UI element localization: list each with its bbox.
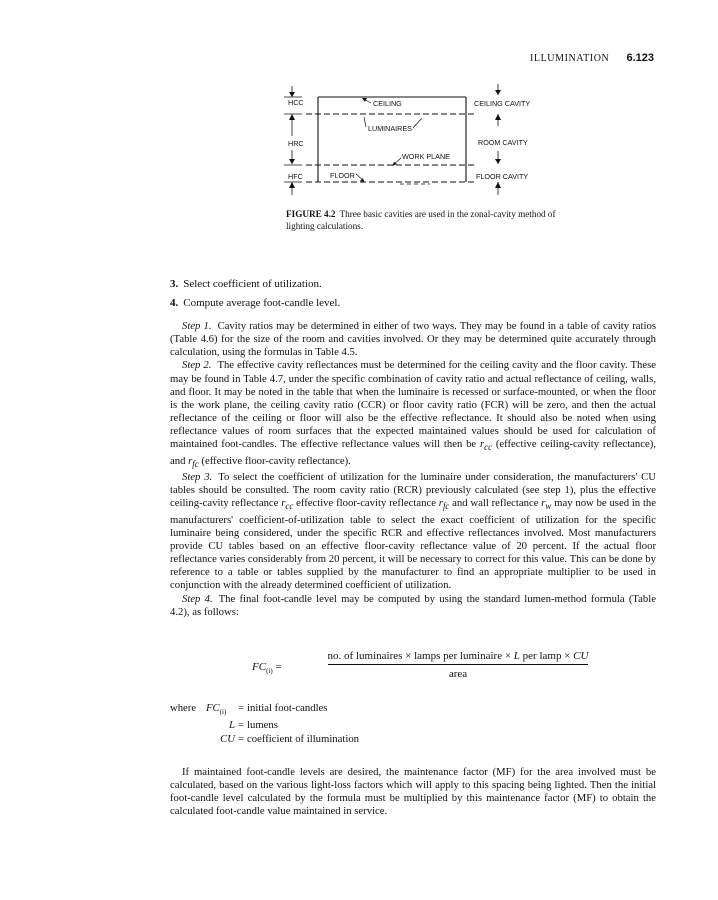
step-1-paragraph: Step 1. Cavity ratios may be determined in either of two ways. They may be found in a table of cavity ratios (Table 4.6) for the size of the room and cavities involved. Or they may be determined quite accurately through calculation, using the formulas in Table 4.5.	[170, 320, 656, 359]
section-title: ILLUMINATION	[529, 53, 610, 64]
cavity-diagram	[270, 78, 570, 203]
closing-paragraph: If maintained foot-candle levels are desired, the maintenance factor (MF) for the area involved must be calculated, based on the various light-loss factors which will apply to this spacing being lighted. Then the initial foot-candle level calculated by the formula must be multiplied by this maintenance factor (MF) to obtain the calculated foot-candle value maintained in service.	[170, 766, 656, 818]
luminaires-label: LUMINAIRES	[368, 124, 412, 133]
step-4-paragraph: Step 4. The final foot-candle level may be computed by using the standard lumen-method formula (Table 4.2), as follows:	[170, 592, 656, 618]
ceiling-cavity-label: CEILING CAVITY	[474, 99, 531, 108]
hrc-dimension	[284, 114, 304, 165]
formula-lhs: $FC_{(i)}$ =	[252, 661, 282, 676]
step-2-paragraph: Step 2. The effective cavity reflectances must be determined for the ceiling cavity and the floor cavity. These may be found in Table 4.7, under the specific combination of cavity ratio and actual reflectance of ceiling, walls, and floor. It may be noted in the table that when the luminaire is recessed or surface-mounted, or when the floor is the work plane, the ceiling cavity ratio (CCR) or floor cavity ratio (FCR) will be zero, and then the actual reflectance of the ceiling or floor will also be the effective reflectance. It should also be noted when using reflectance values of room surfaces that the expected maintained values should be used for calculation of maintained foot-candles. The effective reflectance values will then be $r_{cc}$ (effective ceiling-cavity reflectance), and $r_{fc}$ (effective floor-cavity reflectance).	[170, 359, 656, 469]
hcc-dimension	[284, 86, 304, 107]
variable-definitions	[170, 702, 359, 746]
figure-caption	[286, 208, 556, 232]
hcc-label: HCC	[288, 98, 304, 107]
where-word: where	[170, 702, 197, 714]
work-plane-label: WORK PLANE	[402, 152, 450, 161]
hfc-dimension	[284, 172, 303, 195]
list-item: 4. Compute average foot-candle level.	[170, 297, 341, 309]
figure-caption-text: Three basic cavities are used in the zonal-cavity method of lighting calculations.	[286, 209, 556, 231]
formula-denominator: area	[448, 668, 468, 680]
running-head	[530, 52, 654, 64]
room-cavity-label: ROOM CAVITY	[478, 138, 528, 147]
step-3-paragraph: Step 3. To select the coefficient of utilization for the luminaire under consideration, the manufacturers' CU tables should be consulted. The room cavity ratio (RCR) previously calculated (see step 1), plus the effective ceiling-cavity reflectance $r_{cc}$ effective floor-cavity reflectance $r_{fc}$ and wall reflectance $r_w$ may now be used in the manufacturers' coefficient-of-utilization table to select the exact coefficient of utilization for the specific luminaire being considered, under the specific RCR and effective reflectances involved. Most manufacturers provide CU tables based on an effective floor-cavity reflectance value of 20 percent. If the actual floor reflectance varies considerably from 20 percent, it will be necessary to correct for this value. This can be done by reference to a table or tables supplied by the manufacturer to find an appropriate multiplier to be used in conjunction with the already determined coefficient of utilization.	[170, 471, 656, 592]
floor-label: FLOOR	[330, 171, 355, 180]
steps-list	[170, 278, 660, 316]
hrc-label: HRC	[288, 139, 304, 148]
definition-row: CU = coefficient of illumination	[220, 732, 360, 745]
page-number: 6.123	[626, 52, 654, 64]
list-item: 3. Select coefficient of utilization.	[170, 278, 322, 290]
formula-fraction	[256, 650, 660, 680]
ceiling-label: CEILING	[373, 99, 402, 108]
room-section	[306, 97, 476, 184]
body-text	[170, 320, 656, 619]
formula-numerator: no. of luminaires × lamps per luminaire × L per lamp × CU	[328, 650, 589, 665]
definition-row: L = lumens	[229, 719, 278, 732]
lumen-formula	[170, 650, 660, 690]
cavity-legend	[474, 84, 530, 195]
figure-number: FIGURE 4.2	[286, 209, 336, 219]
floor-cavity-label: FLOOR CAVITY	[476, 172, 529, 181]
definition-row: where $FC_{(i)}$ = initial foot-candles	[170, 702, 359, 719]
hfc-label: HFC	[288, 172, 303, 181]
